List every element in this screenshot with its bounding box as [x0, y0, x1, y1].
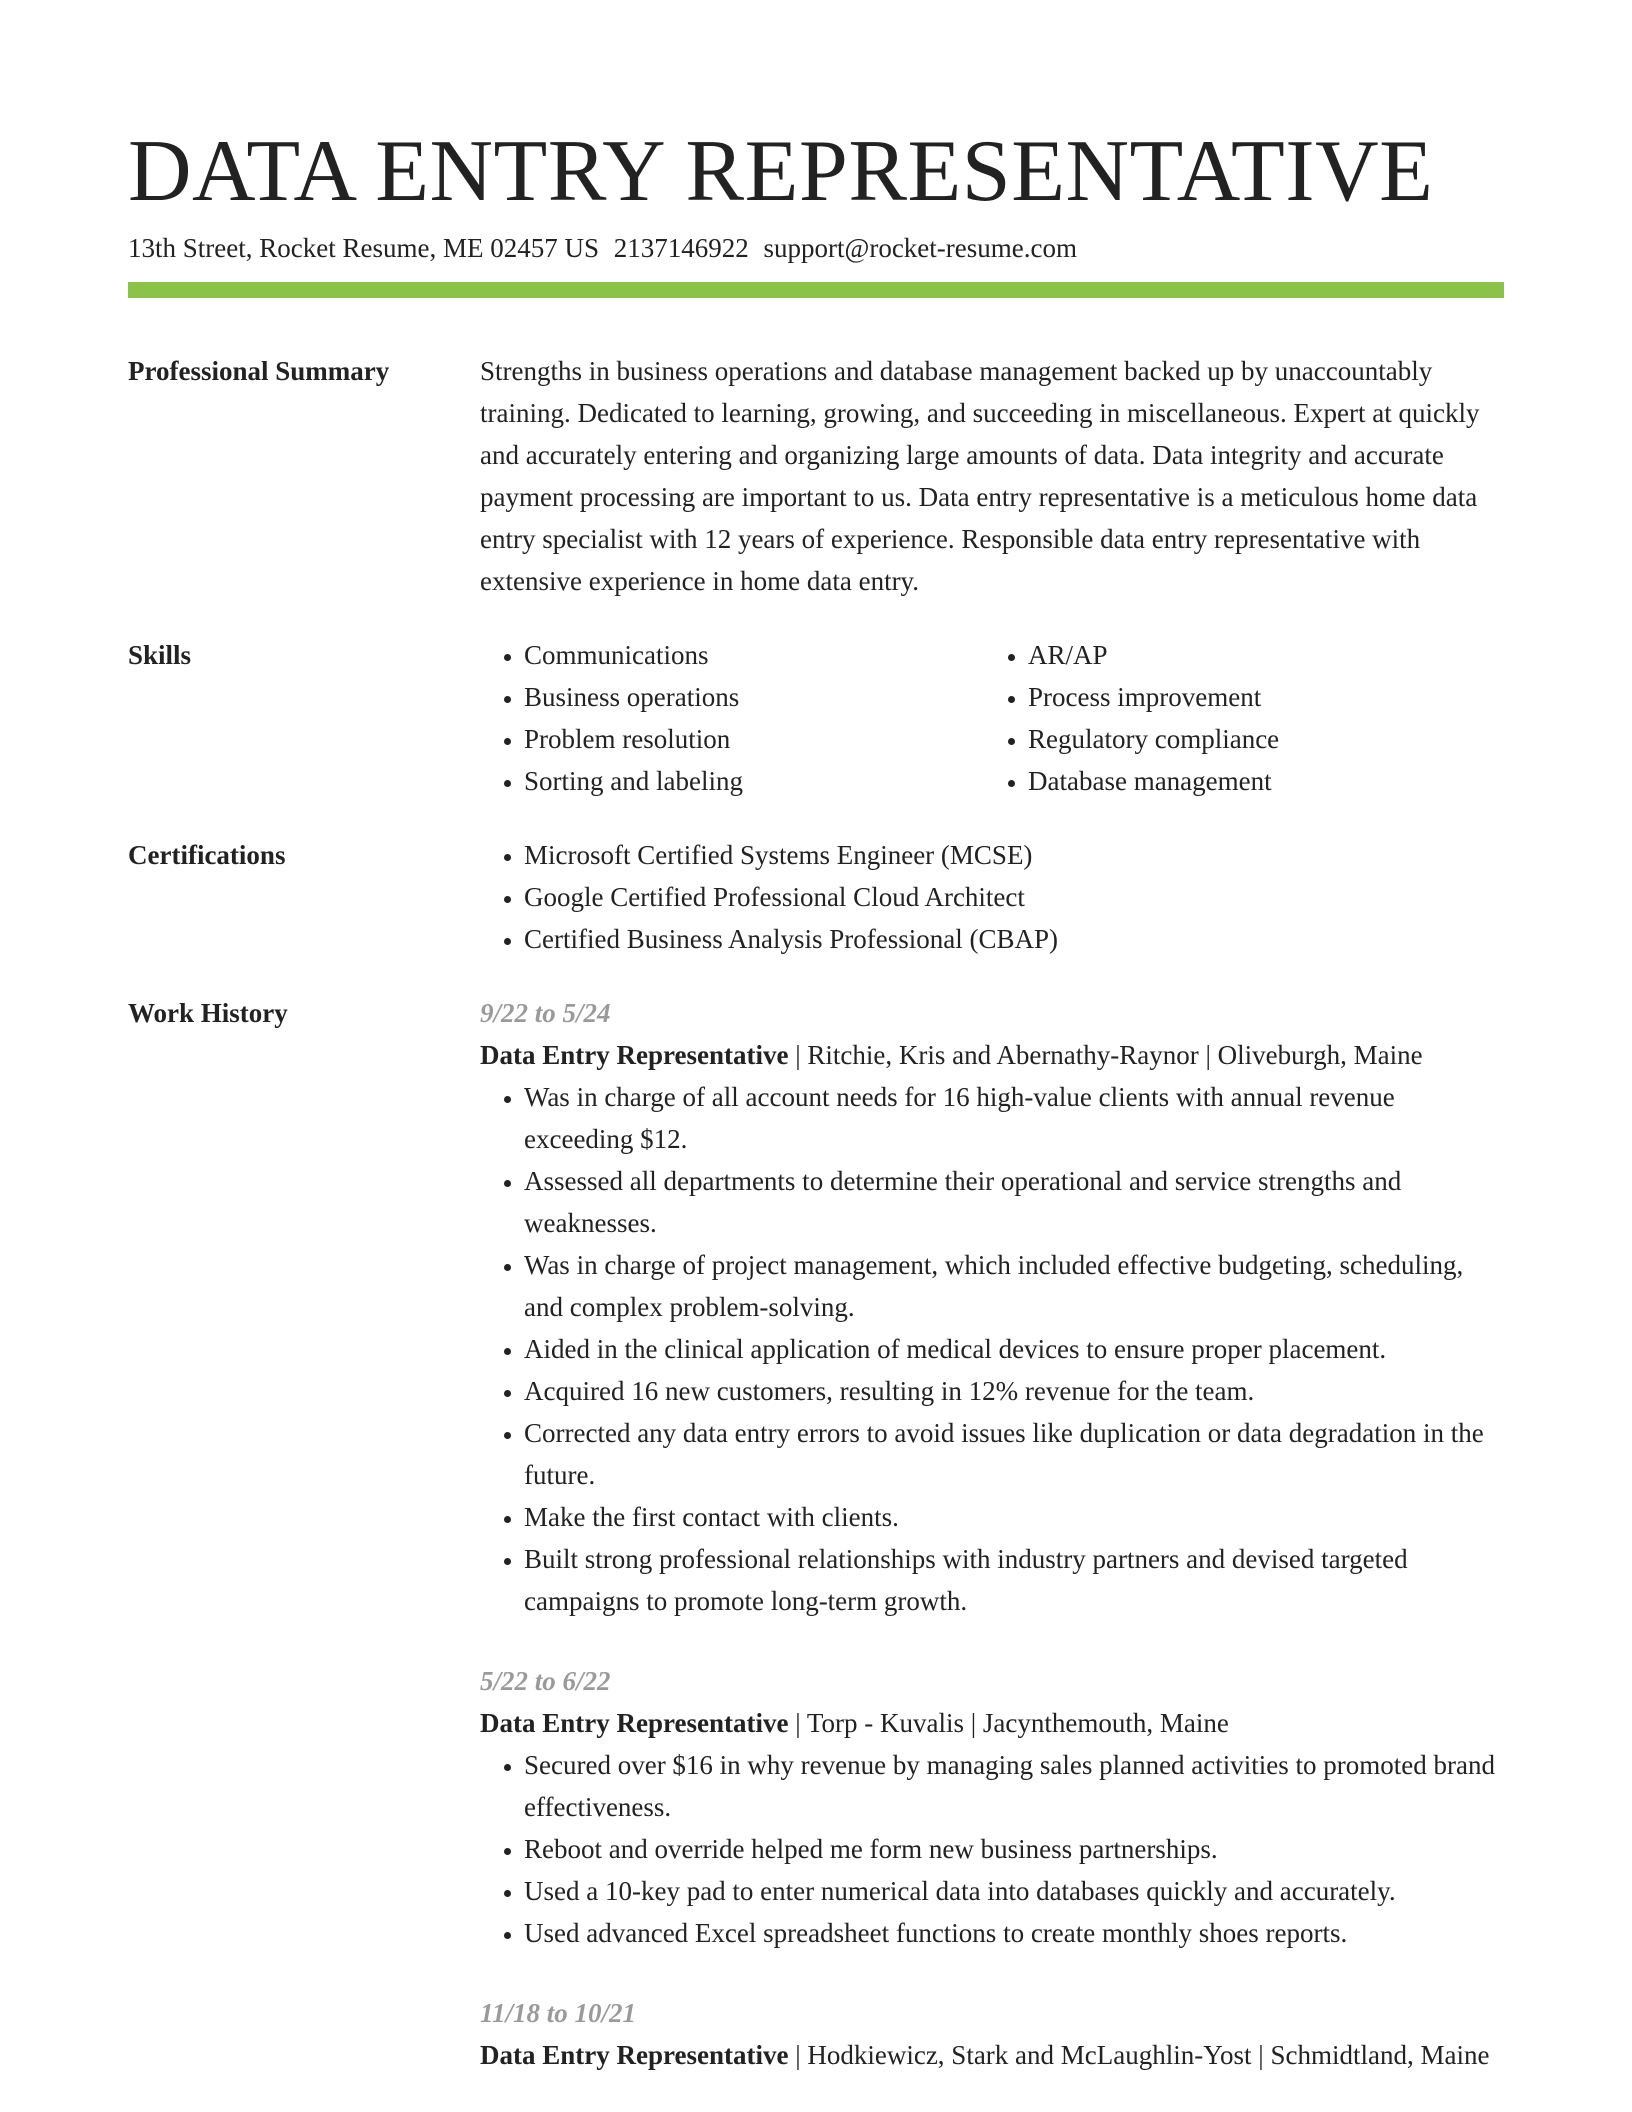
job-entry	[480, 992, 1504, 1622]
job-details: | Ritchie, Kris and Abernathy-Raynor | Oliveburgh, Maine	[788, 1040, 1423, 1070]
job-bullet: • Reboot and override helped me form new business partnerships.	[524, 1828, 1504, 1870]
section-label: Professional Summary	[128, 356, 390, 386]
skill-item: • Business operations	[524, 676, 984, 718]
certification-item: • Certified Business Analysis Professional (CBAP)	[524, 918, 1504, 960]
resume-title: DATA ENTRY REPRESENTATIVE	[128, 123, 1434, 220]
section-label: Work History	[128, 998, 288, 1028]
skill-item: • Problem resolution	[524, 718, 984, 760]
skills-column-left	[480, 634, 984, 802]
job-bullets	[480, 1076, 1504, 1622]
job-dates: 11/18 to 10/21	[480, 1998, 637, 2028]
skill-item: • Communications	[524, 634, 984, 676]
resume-header	[128, 122, 1504, 298]
job-bullet: • Assessed all departments to determine their operational and service strengths and weaknesses.	[524, 1160, 1504, 1244]
contact-address: 13th Street, Rocket Resume, ME 02457 US	[128, 233, 599, 263]
skill-item: • Database management	[1028, 760, 1488, 802]
job-title: Data Entry Representative	[480, 2040, 789, 2070]
job-bullet: • Used a 10-key pad to enter numerical data into databases quickly and accurately.	[524, 1870, 1504, 1912]
certification-item: • Microsoft Certified Systems Engineer (MCSE)	[524, 834, 1504, 876]
section-body	[480, 834, 1504, 960]
job-title: Data Entry Representative	[480, 1708, 789, 1738]
header-divider	[128, 282, 1504, 298]
job-entry	[480, 1660, 1504, 1954]
contact-email: support@rocket-resume.com	[763, 233, 1077, 263]
summary-text: Strengths in business operations and database management backed up by unaccountably training. Dedicated to learning, growing, and succeeding in miscellaneous. Expert at quickly and accurately entering and organizing large amounts of data. Data integrity and accurate payment processing are important to us. Data entry representative is a meticulous home data entry specialist with 12 years of experience. Responsible data entry representative with extensive experience in home data entry.	[480, 356, 1480, 596]
job-bullet: • Was in charge of all account needs for 16 high-value clients with annual revenue exceeding $12.	[524, 1076, 1504, 1160]
certification-item: • Google Certified Professional Cloud Architect	[524, 876, 1504, 918]
job-heading	[480, 1034, 1504, 1076]
job-heading	[480, 2034, 1504, 2076]
job-details: | Hodkiewicz, Stark and McLaughlin-Yost | Schmidtland, Maine	[788, 2040, 1490, 2070]
job-bullet: • Secured over $16 in why revenue by managing sales planned activities to promoted brand effectiveness.	[524, 1744, 1504, 1828]
job-title: Data Entry Representative	[480, 1040, 789, 1070]
job-bullet: • Make the first contact with clients.	[524, 1496, 1504, 1538]
contact-line	[128, 230, 1504, 266]
job-bullet: • Used advanced Excel spreadsheet functions to create monthly shoes reports.	[524, 1912, 1504, 1954]
job-bullet: • Corrected any data entry errors to avoid issues like duplication or data degradation in the future.	[524, 1412, 1504, 1496]
job-entry	[480, 1992, 1504, 2076]
skills-columns	[480, 634, 1504, 802]
job-bullet: • Built strong professional relationships with industry partners and devised targeted campaigns to promote long-term growth.	[524, 1538, 1504, 1622]
skill-item: • Sorting and labeling	[524, 760, 984, 802]
section-label: Certifications	[128, 840, 286, 870]
contact-phone: 2137146922	[613, 233, 749, 263]
job-heading	[480, 1702, 1504, 1744]
skill-item: • Process improvement	[1028, 676, 1488, 718]
skill-item: • AR/AP	[1028, 634, 1488, 676]
section-body	[480, 992, 1504, 2076]
job-details: | Torp - Kuvalis | Jacynthemouth, Maine	[788, 1708, 1229, 1738]
skill-item: • Regulatory compliance	[1028, 718, 1488, 760]
job-bullet: • Aided in the clinical application of medical devices to ensure proper placement.	[524, 1328, 1504, 1370]
section-body	[480, 350, 1504, 602]
skills-column-right	[984, 634, 1488, 802]
job-bullets	[480, 1744, 1504, 1954]
job-bullet: • Was in charge of project management, which included effective budgeting, scheduling, and complex problem-solving.	[524, 1244, 1504, 1328]
job-dates: 5/22 to 6/22	[480, 1666, 611, 1696]
section-label: Skills	[128, 640, 192, 670]
job-bullet: • Acquired 16 new customers, resulting in 12% revenue for the team.	[524, 1370, 1504, 1412]
job-dates: 9/22 to 5/24	[480, 998, 611, 1028]
